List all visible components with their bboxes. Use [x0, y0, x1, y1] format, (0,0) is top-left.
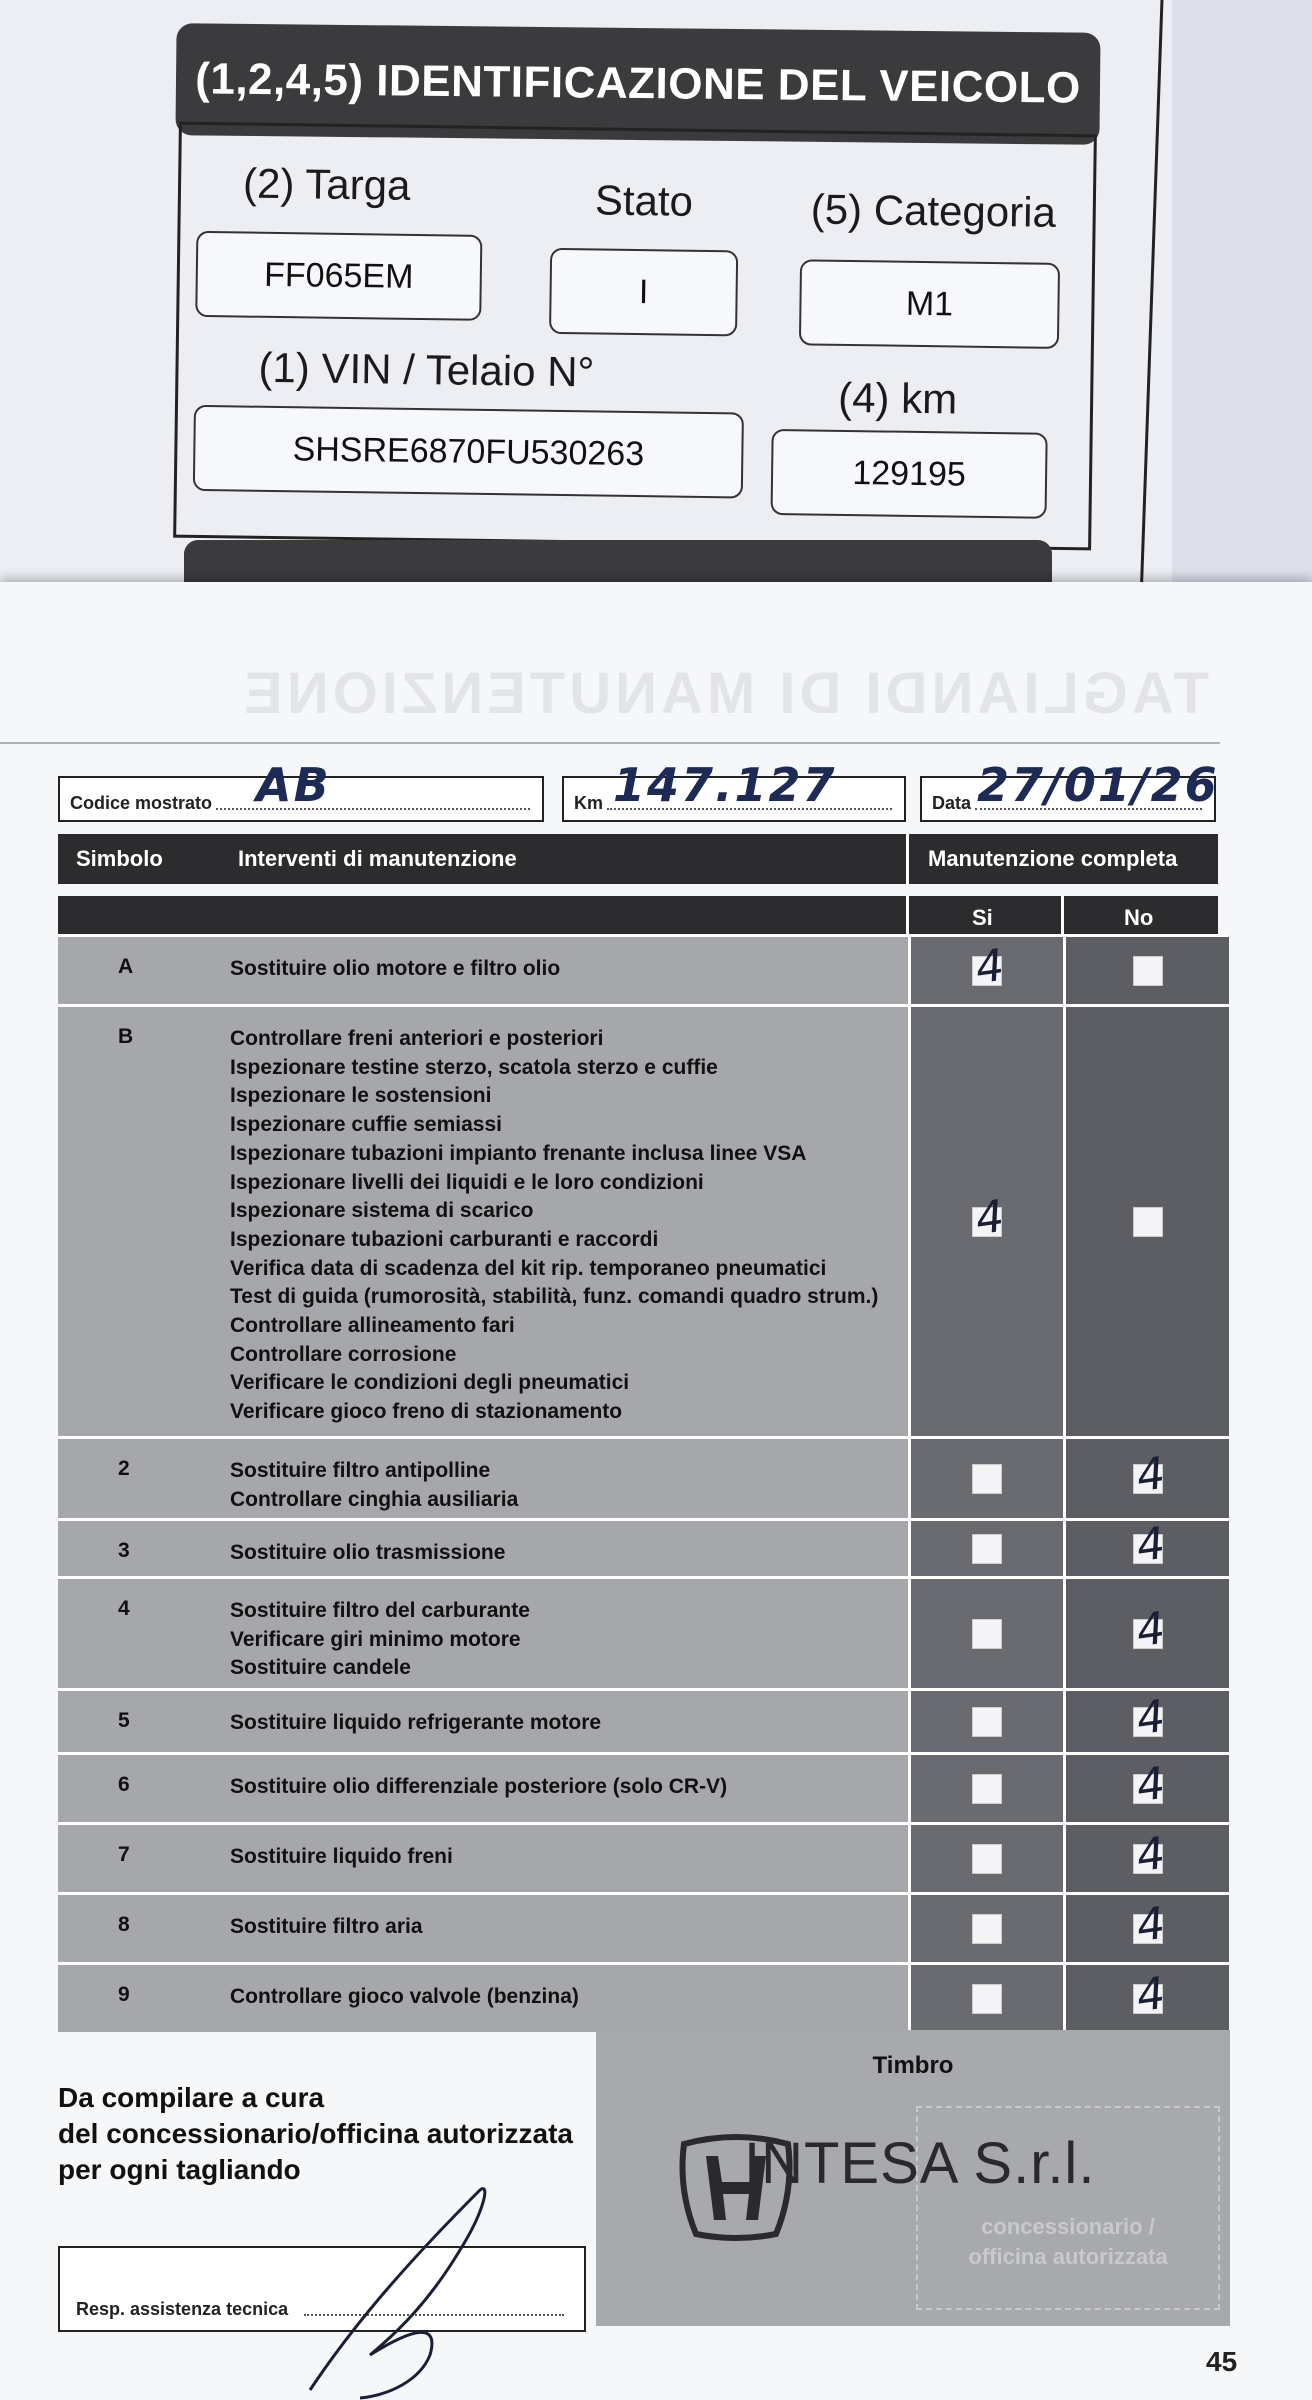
mirrored-bleed-through-title: TAGLIANDI DI MANUTENZIONE — [240, 661, 1209, 726]
si-cell — [908, 1691, 1063, 1752]
km-label: (4) km — [837, 373, 958, 423]
stato-field: I — [549, 248, 738, 337]
no-tick-mark: 4 — [1132, 1757, 1168, 1812]
no-cell — [1063, 1825, 1229, 1892]
row-symbol: 4 — [118, 1597, 130, 1620]
table-row — [58, 934, 1226, 1004]
row-interventions: Sostituire filtro del carburante Verificare giri minimo motore Sostituire candele — [230, 1599, 530, 1680]
vin-field: SHSRE6870FU530263 — [193, 405, 744, 499]
row-interventions: Sostituire liquido freni — [230, 1845, 453, 1868]
table-row — [58, 1518, 1226, 1576]
vin-label: (1) VIN / Telaio N° — [258, 343, 595, 396]
col-simbolo: Simbolo — [76, 846, 163, 871]
codice-handwritten: AB — [256, 758, 331, 812]
stamp-area — [596, 2030, 1230, 2326]
no-tick-mark: 4 — [1132, 1690, 1168, 1745]
codice-label: Codice mostrato — [70, 793, 213, 813]
km-dots — [607, 758, 892, 812]
si-checkbox[interactable] — [972, 1707, 1002, 1737]
row-symbol: 3 — [118, 1539, 130, 1562]
row-symbol: 5 — [118, 1709, 130, 1732]
si-checkbox[interactable] — [972, 1464, 1002, 1494]
row-interventions: Sostituire filtro antipolline Controllare cinghia ausiliaria — [230, 1459, 519, 1511]
row-interventions: Controllare gioco valvole (benzina) — [230, 1985, 579, 2008]
table-row — [58, 1576, 1226, 1688]
no-cell — [1063, 1965, 1229, 2032]
table-row — [58, 1962, 1226, 2032]
table-row — [58, 1688, 1226, 1752]
si-cell — [908, 1825, 1063, 1892]
no-checkbox[interactable] — [1133, 956, 1163, 986]
row-interventions: Controllare freni anteriori e posteriori Ispezionare testine sterzo, scatola sterzo e cuffie Ispezionare le sostensioni Ispezionare cuffie semiassi Ispezionare tubazioni impianto frenante inclusa linee VSA Ispezionare livelli dei liquidi e le loro condizioni Ispezionare sistema di scarico Ispezionare tubazioni carburanti e raccordi Verifica data di scadenza del kit rip. temporaneo pneumatici Test di guida (rumorosità, stabilità, funz. comandi quadro strum.) Controllare allineamento fari Controllare corrosione Verificare le condizioni degli pneumatici Verificare gioco freno di stazionamento — [230, 1027, 879, 1424]
no-tick-mark: 4 — [1132, 1447, 1168, 1502]
km-handwritten: 147.127 — [613, 758, 837, 812]
divider — [0, 742, 1220, 744]
no-cell — [1063, 1007, 1229, 1436]
no-tick-mark: 4 — [1132, 1827, 1168, 1882]
data-handwritten: 27/01/26 — [977, 758, 1219, 812]
km-box — [562, 758, 906, 822]
timbro-placeholder: concessionario / officina autorizzata — [916, 2106, 1220, 2310]
stato-label: Stato — [594, 176, 694, 225]
col-interventi: Interventi di manutenzione — [238, 846, 517, 871]
no-cell — [1063, 1755, 1229, 1822]
col-si: Si — [972, 905, 993, 930]
table-row — [58, 1004, 1226, 1436]
page-number: 45 — [1206, 2346, 1238, 2377]
row-symbol: 8 — [118, 1913, 130, 1936]
categoria-field: M1 — [799, 259, 1060, 349]
data-box — [920, 758, 1219, 822]
no-cell — [1063, 1579, 1229, 1688]
km-field: 129195 — [771, 429, 1048, 519]
no-cell — [1063, 1517, 1229, 1576]
row-symbol: 2 — [118, 1457, 130, 1480]
no-cell — [1063, 1439, 1229, 1518]
no-tick-mark: 4 — [1132, 1517, 1168, 1572]
row-interventions: Sostituire liquido refrigerante motore — [230, 1711, 602, 1734]
si-cell — [908, 1521, 1063, 1576]
table-row — [58, 1752, 1226, 1822]
data-dots — [975, 758, 1219, 812]
targa-field: FF065EM — [195, 231, 482, 321]
background-paper — [1172, 0, 1312, 600]
no-tick-mark: 4 — [1132, 1967, 1168, 2022]
vehicle-id-box — [173, 122, 1097, 551]
no-cell — [1063, 937, 1229, 1004]
timbro-title: Timbro — [872, 2052, 954, 2079]
vehicle-id-banner: (1,2,4,5) IDENTIFICAZIONE DEL VEICOLO — [175, 23, 1100, 145]
codice-box — [58, 758, 544, 822]
si-checkbox[interactable] — [972, 1984, 1002, 2014]
si-cell — [908, 937, 1063, 1004]
row-interventions: Sostituire filtro aria — [230, 1915, 423, 1938]
si-checkbox[interactable] — [972, 1534, 1002, 1564]
company-stamp: INTESA S.r.l. — [744, 2131, 1096, 2196]
si-checkbox[interactable] — [972, 1619, 1002, 1649]
handwritten-signature — [280, 2180, 520, 2400]
si-checkbox[interactable] — [972, 1774, 1002, 1804]
row-symbol: 9 — [118, 1983, 130, 2006]
no-cell — [1063, 1895, 1229, 1962]
si-tick-mark: 4 — [972, 939, 1008, 994]
data-label: Data — [932, 793, 972, 813]
si-checkbox[interactable] — [972, 1844, 1002, 1874]
si-cell — [908, 1965, 1063, 2032]
instructions-text: Da compilare a cura del concessionario/officina autorizzata per ogni tagliando — [58, 2082, 574, 2185]
table-row — [58, 1436, 1226, 1518]
col-no: No — [1124, 905, 1154, 930]
row-symbol: 6 — [118, 1773, 130, 1796]
targa-label: (2) Targa — [242, 159, 411, 209]
table-row — [58, 1822, 1226, 1892]
km-box-label: Km — [574, 793, 604, 813]
col-separator — [906, 834, 909, 884]
si-cell — [908, 1007, 1063, 1436]
row-symbol: B — [118, 1025, 134, 1048]
si-cell — [908, 1439, 1063, 1518]
si-checkbox[interactable] — [972, 1914, 1002, 1944]
no-checkbox[interactable] — [1133, 1207, 1163, 1237]
paper-edge-line — [1140, 0, 1164, 600]
row-interventions: Sostituire olio trasmissione — [230, 1541, 506, 1564]
table-row — [58, 1892, 1226, 1962]
vehicle-id-sheet — [0, 0, 1312, 600]
si-cell — [908, 1755, 1063, 1822]
no-tick-mark: 4 — [1132, 1897, 1168, 1952]
table-header — [58, 834, 1218, 884]
codice-dots — [216, 758, 530, 812]
si-cell — [908, 1895, 1063, 1962]
row-symbol: A — [118, 955, 134, 978]
row-interventions: Sostituire olio motore e filtro olio — [230, 957, 561, 980]
no-tick-mark: 4 — [1132, 1602, 1168, 1657]
si-cell — [908, 1579, 1063, 1688]
no-cell — [1063, 1691, 1229, 1752]
si-tick-mark: 4 — [972, 1190, 1008, 1245]
resp-label: Resp. assistenza tecnica — [76, 2299, 289, 2319]
categoria-label: (5) Categoria — [810, 185, 1057, 236]
row-interventions: Sostituire olio differenziale posteriore (solo CR-V) — [230, 1775, 728, 1798]
col-completa: Manutenzione completa — [928, 846, 1178, 871]
row-symbol: 7 — [118, 1843, 130, 1866]
